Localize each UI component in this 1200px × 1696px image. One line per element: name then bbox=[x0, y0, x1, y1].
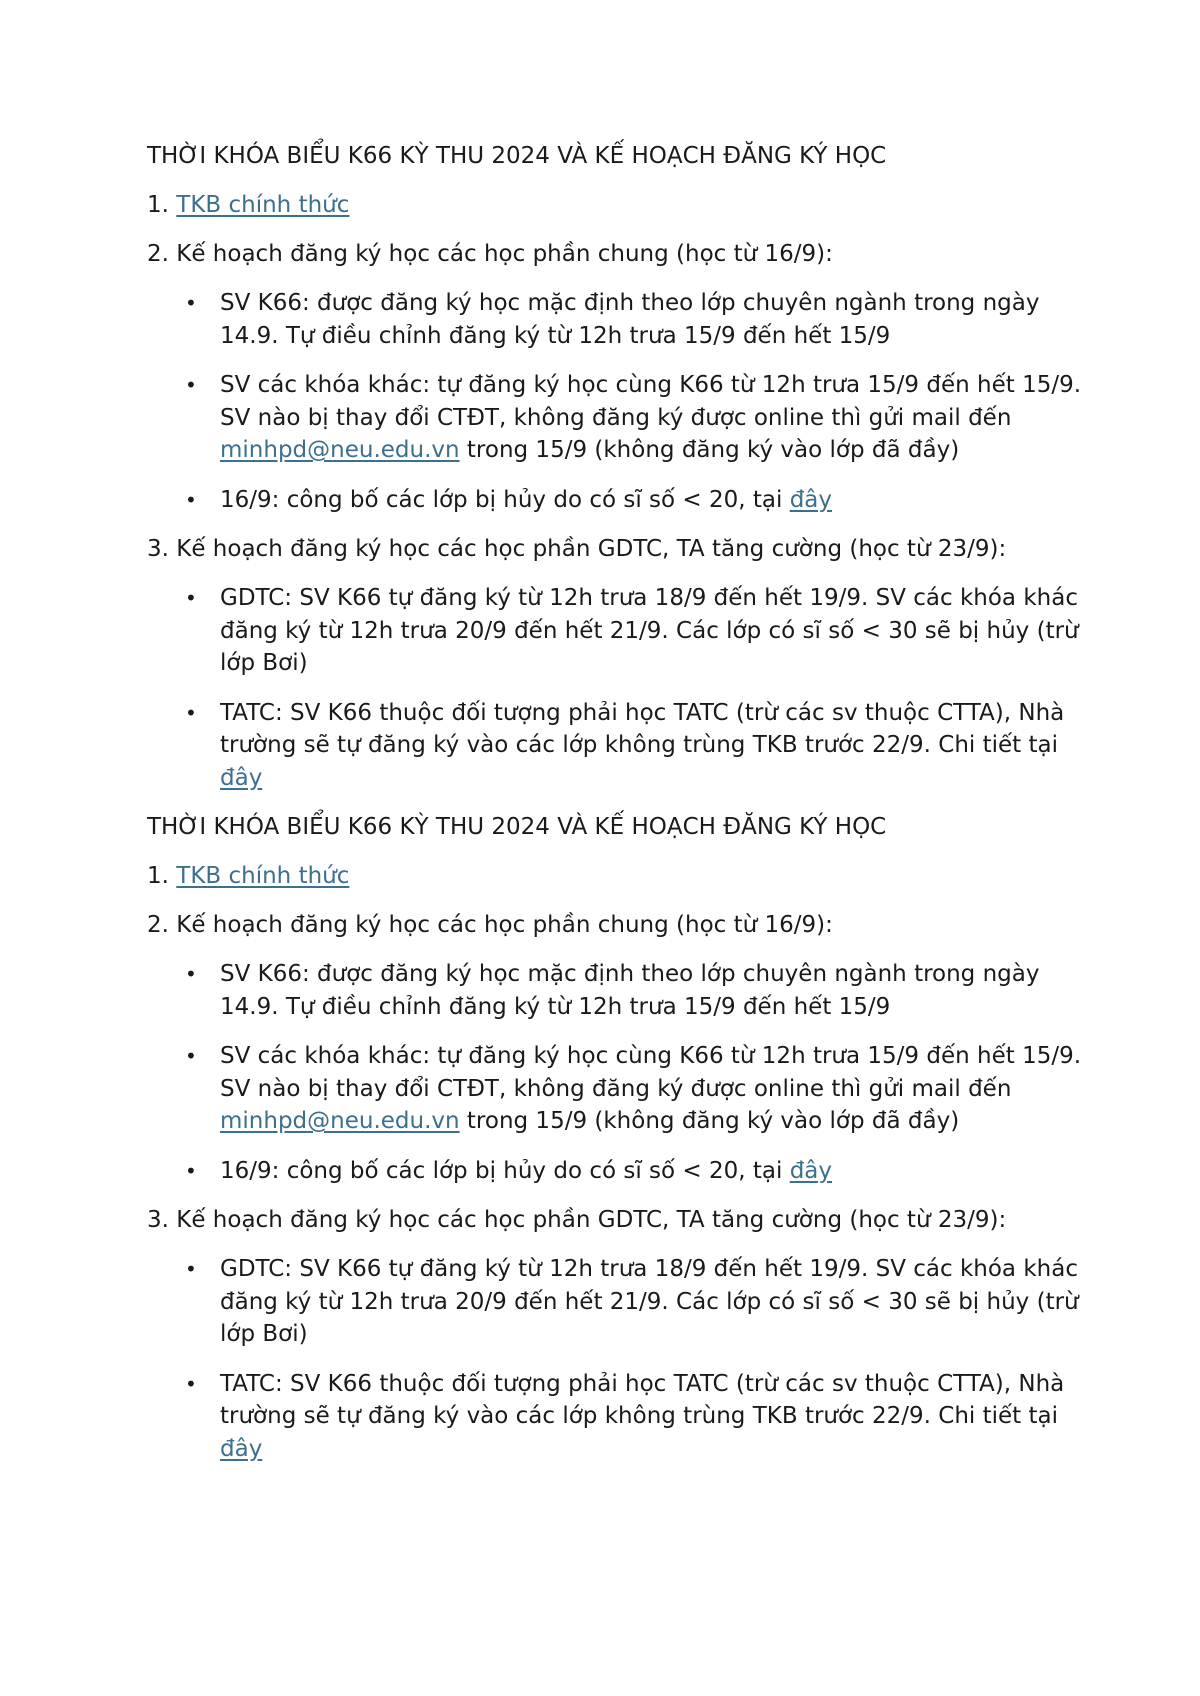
list-item bbox=[147, 484, 1087, 517]
pe-english-bullet-list bbox=[147, 582, 1087, 794]
cancelled-classes-link[interactable]: đây bbox=[789, 486, 833, 513]
item-general-courses-plan: 2. Kế hoạch đăng ký học các học phần chung (học từ 16/9): bbox=[147, 241, 833, 267]
general-courses-bullet-list bbox=[147, 958, 1087, 1187]
tatc-details-link[interactable]: đây bbox=[220, 1435, 263, 1462]
bullet-icon: • bbox=[185, 1158, 197, 1183]
email-link[interactable]: minhpd@neu.edu.vn bbox=[220, 1108, 460, 1134]
item-pe-english-plan: 3. Kế hoạch đăng ký học các học phần GDTC, TA tăng cường (học từ 23/9): bbox=[147, 536, 1007, 562]
tatc-details-link[interactable]: đây bbox=[220, 764, 263, 791]
document-page bbox=[147, 140, 1087, 1482]
item-number: 1. bbox=[147, 192, 169, 218]
bullet-text: TATC: SV K66 thuộc đối tượng phải học TATC (trừ các sv thuộc CTTA), Nhà trường sẽ tự đăng ký vào các lớp không trùng TKB trước 22/9. Chi tiết tại bbox=[220, 699, 1065, 758]
list-item bbox=[147, 958, 1087, 1023]
bullet-text: SV K66: được đăng ký học mặc định theo lớp chuyên ngành trong ngày 14.9. Tự điều chỉnh đăng ký từ 12h trưa 15/9 đến hết 15/9 bbox=[220, 290, 1040, 349]
list-item bbox=[147, 287, 1087, 352]
bullet-text: trong 15/9 (không đăng ký vào lớp đã đầy) bbox=[459, 437, 960, 463]
official-schedule-link[interactable]: TKB chính thức bbox=[176, 192, 350, 218]
general-courses-bullet-list bbox=[147, 287, 1087, 516]
item-official-schedule bbox=[147, 860, 1087, 892]
item-official-schedule bbox=[147, 189, 1087, 221]
bullet-text: trong 15/9 (không đăng ký vào lớp đã đầy) bbox=[459, 1108, 960, 1134]
bullet-text: GDTC: SV K66 tự đăng ký từ 12h trưa 18/9 đến hết 19/9. SV các khóa khác đăng ký từ 12h trưa 20/9 đến hết 21/9. Các lớp có sĩ số < 30 sẽ bị hủy (trừ lớp Bơi) bbox=[220, 1256, 1079, 1347]
bullet-text: 16/9: công bố các lớp bị hủy do có sĩ số < 20, tại bbox=[220, 486, 790, 513]
bullet-icon: • bbox=[185, 487, 197, 512]
bullet-icon: • bbox=[185, 291, 197, 315]
pe-english-bullet-list bbox=[147, 1253, 1087, 1465]
bullet-text: 16/9: công bố các lớp bị hủy do có sĩ số < 20, tại bbox=[220, 1157, 790, 1184]
list-item bbox=[147, 582, 1087, 680]
announcement-block bbox=[147, 140, 1087, 794]
list-item bbox=[147, 1040, 1087, 1138]
bullet-text: SV các khóa khác: tự đăng ký học cùng K66 từ 12h trưa 15/9 đến hết 15/9. SV nào bị thay đổi CTĐT, không đăng ký được online thì gửi mail đến bbox=[220, 1043, 1082, 1102]
announcement-heading: THỜI KHÓA BIỂU K66 KỲ THU 2024 VÀ KẾ HOẠCH ĐĂNG KÝ HỌC bbox=[147, 143, 887, 169]
bullet-icon: • bbox=[185, 1257, 197, 1281]
bullet-text: GDTC: SV K66 tự đăng ký từ 12h trưa 18/9 đến hết 19/9. SV các khóa khác đăng ký từ 12h trưa 20/9 đến hết 21/9. Các lớp có sĩ số < 30 sẽ bị hủy (trừ lớp Bơi) bbox=[220, 585, 1079, 676]
list-item bbox=[147, 1155, 1087, 1188]
list-item bbox=[147, 369, 1087, 467]
bullet-text: SV các khóa khác: tự đăng ký học cùng K66 từ 12h trưa 15/9 đến hết 15/9. SV nào bị thay đổi CTĐT, không đăng ký được online thì gửi mail đến bbox=[220, 372, 1082, 431]
item-general-courses-plan: 2. Kế hoạch đăng ký học các học phần chung (học từ 16/9): bbox=[147, 912, 833, 938]
item-pe-english-plan: 3. Kế hoạch đăng ký học các học phần GDTC, TA tăng cường (học từ 23/9): bbox=[147, 1207, 1007, 1233]
cancelled-classes-link[interactable]: đây bbox=[789, 1157, 833, 1184]
official-schedule-link[interactable]: TKB chính thức bbox=[176, 863, 350, 889]
list-item bbox=[147, 1253, 1087, 1351]
bullet-text: TATC: SV K66 thuộc đối tượng phải học TATC (trừ các sv thuộc CTTA), Nhà trường sẽ tự đăng ký vào các lớp không trùng TKB trước 22/9. Chi tiết tại bbox=[220, 1370, 1065, 1429]
email-link[interactable]: minhpd@neu.edu.vn bbox=[220, 437, 460, 463]
bullet-icon: • bbox=[185, 1371, 197, 1396]
bullet-text: SV K66: được đăng ký học mặc định theo lớp chuyên ngành trong ngày 14.9. Tự điều chỉnh đăng ký từ 12h trưa 15/9 đến hết 15/9 bbox=[220, 961, 1040, 1020]
item-number: 1. bbox=[147, 863, 169, 889]
bullet-icon: • bbox=[185, 373, 197, 397]
bullet-icon: • bbox=[185, 700, 197, 725]
bullet-icon: • bbox=[185, 962, 197, 986]
bullet-icon: • bbox=[185, 1044, 197, 1068]
list-item bbox=[147, 1368, 1087, 1466]
list-item bbox=[147, 697, 1087, 795]
announcement-heading: THỜI KHÓA BIỂU K66 KỲ THU 2024 VÀ KẾ HOẠCH ĐĂNG KÝ HỌC bbox=[147, 814, 887, 840]
announcement-block bbox=[147, 811, 1087, 1465]
bullet-icon: • bbox=[185, 586, 197, 610]
